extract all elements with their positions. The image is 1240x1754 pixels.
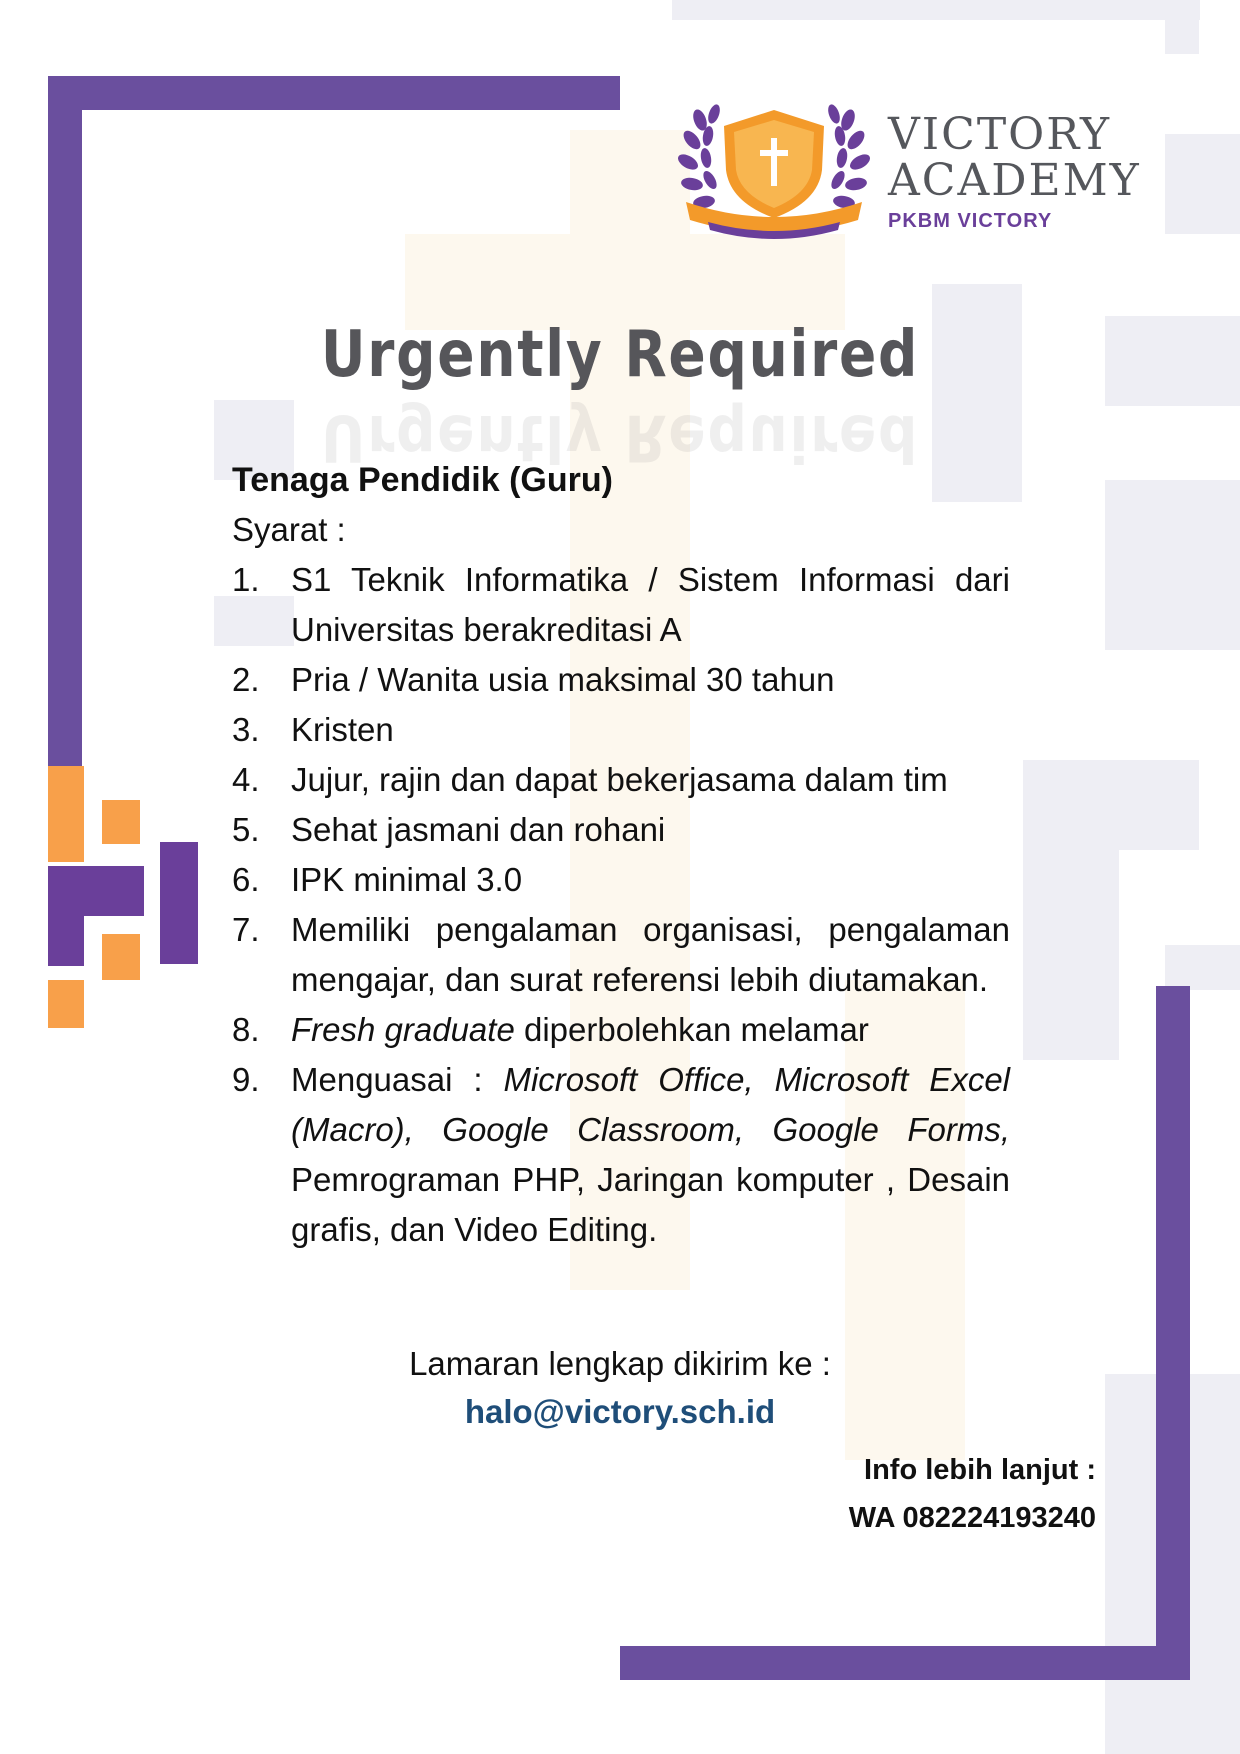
list-item xyxy=(232,555,1010,655)
info-label: Info lebih lanjut : xyxy=(864,1454,1096,1486)
item-number: 3. xyxy=(232,711,260,748)
bg-decor-block xyxy=(1165,0,1199,54)
item-number: 5. xyxy=(232,811,260,848)
frame-left-bar xyxy=(48,76,82,766)
deco-square xyxy=(102,800,140,844)
list-item xyxy=(232,655,1010,705)
list-item xyxy=(232,905,1010,1005)
item-number: 4. xyxy=(232,761,260,798)
list-item xyxy=(232,1005,1010,1055)
bg-decor-block xyxy=(672,0,1200,20)
list-item xyxy=(232,805,1010,855)
item-text xyxy=(291,1055,1010,1255)
page-title: Urgently Required xyxy=(320,318,920,392)
deco-square xyxy=(48,766,84,862)
deco-square xyxy=(48,980,84,1028)
bg-decor-block xyxy=(405,234,845,330)
bg-decor-block xyxy=(1165,134,1240,234)
item-number: 8. xyxy=(232,1011,260,1048)
page-title-reflection: Urgently Required xyxy=(320,400,920,474)
frame-top-bar xyxy=(48,76,620,110)
contact-info xyxy=(849,1446,1096,1542)
item-text: Kristen xyxy=(291,711,394,748)
item-text-rest: Pemrograman PHP, Jaringan komputer , Desain grafis, dan Video Editing. xyxy=(291,1161,1010,1248)
position-title: Tenaga Pendidik (Guru) xyxy=(232,461,613,499)
shield-cross-laurel-icon xyxy=(678,90,870,240)
item-text: Memiliki pengalaman organisasi, pengalaman mengajar, dan surat referensi lebih diutamakan. xyxy=(291,911,1010,998)
item-number: 6. xyxy=(232,861,260,898)
item-text xyxy=(291,1005,1010,1055)
item-number: 7. xyxy=(232,911,260,948)
item-text-rest: diperbolehkan melamar xyxy=(514,1011,869,1048)
list-item xyxy=(232,1055,1010,1255)
apply-label: Lamaran lengkap dikirim ke : xyxy=(409,1345,831,1382)
info-contact: WA 082224193240 xyxy=(848,1502,1096,1534)
apply-email-link[interactable]: halo@victory.sch.id xyxy=(464,1393,776,1430)
frame-bottom-bar xyxy=(620,1646,1190,1680)
bg-decor-block xyxy=(1023,760,1199,850)
deco-square xyxy=(160,842,198,964)
job-requirements xyxy=(232,455,1010,1255)
bg-decor-block xyxy=(1105,480,1240,650)
logo-text xyxy=(888,109,1141,233)
item-text: S1 Teknik Informatika / Sistem Informasi dari Universitas berakreditasi A xyxy=(291,561,1010,648)
item-text-italic: Microsoft Office, Microsoft Excel (Macro), Google Classroom, Google Forms, xyxy=(291,1061,1011,1148)
item-text-italic: Fresh graduate xyxy=(291,1011,515,1048)
requirements-list xyxy=(232,555,1010,1255)
frame-right-bar xyxy=(1156,986,1190,1680)
list-item xyxy=(232,855,1010,905)
item-number: 9. xyxy=(232,1061,260,1098)
item-text: Sehat jasmani dan rohani xyxy=(291,811,666,848)
logo-subtitle: PKBM VICTORY xyxy=(888,210,1053,232)
list-item xyxy=(232,705,1010,755)
list-item xyxy=(232,755,1010,805)
bg-decor-block xyxy=(1165,945,1240,990)
requirements-label: Syarat : xyxy=(232,511,346,548)
item-number: 1. xyxy=(232,561,260,598)
deco-square xyxy=(48,866,144,916)
application-info xyxy=(0,1340,1240,1436)
item-text-lead: Menguasai : xyxy=(291,1061,504,1098)
logo-crest xyxy=(678,90,870,240)
deco-square xyxy=(102,934,140,980)
deco-square xyxy=(48,916,84,966)
bg-decor-block xyxy=(1023,850,1119,1060)
logo-name-line2: ACADEMY xyxy=(888,155,1141,206)
item-text: Pria / Wanita usia maksimal 30 tahun xyxy=(291,661,835,698)
item-text: IPK minimal 3.0 xyxy=(291,861,523,898)
item-text: Jujur, rajin dan dapat bekerjasama dalam tim xyxy=(291,761,948,798)
logo-name-line1: VICTORY xyxy=(888,109,1112,160)
item-number: 2. xyxy=(232,661,260,698)
